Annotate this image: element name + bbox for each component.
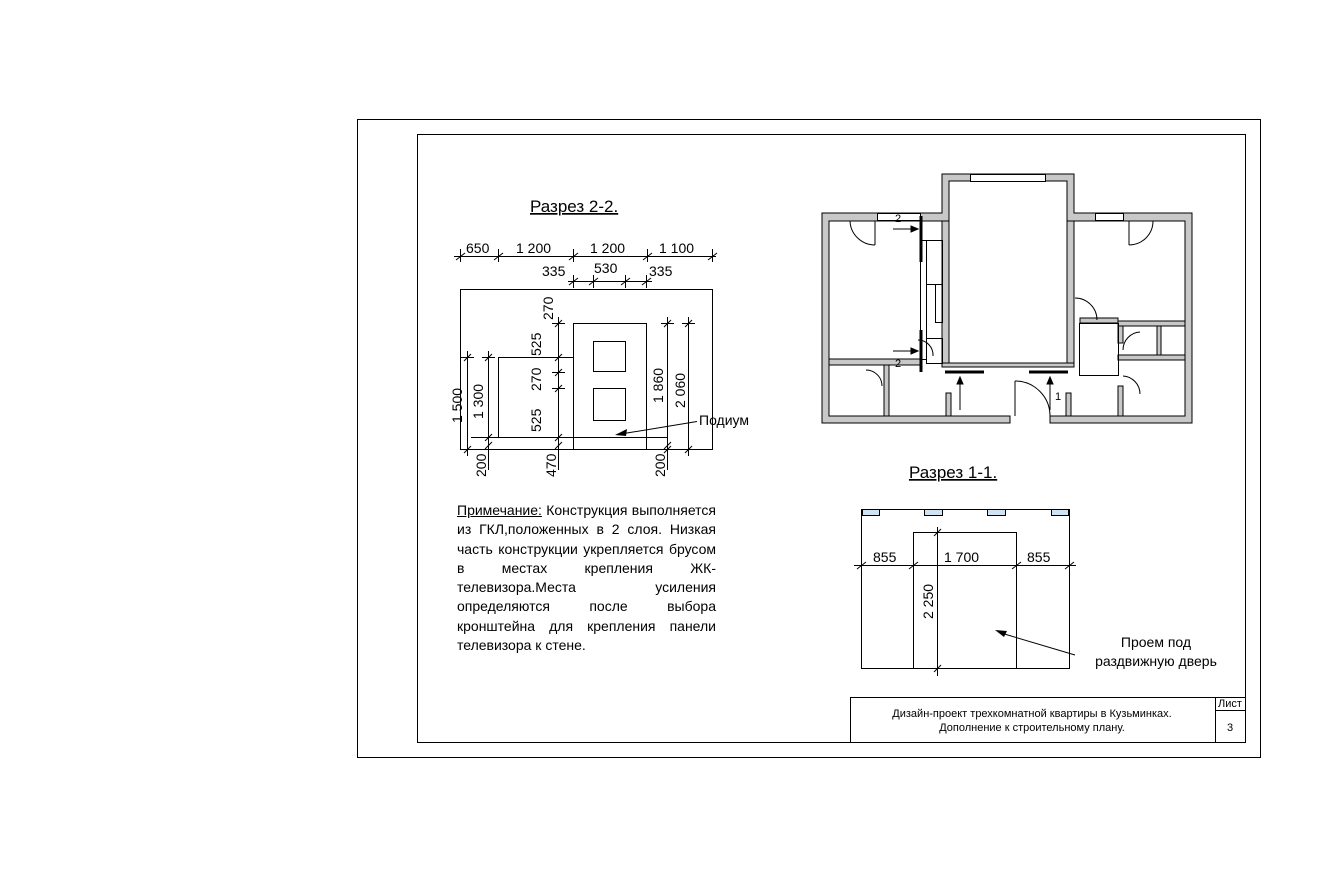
dim-650: 650 (466, 240, 490, 256)
tall-box (574, 324, 647, 450)
sheet-label: Лист (1218, 698, 1242, 710)
construction-note (457, 501, 716, 655)
section-1-1-title: Разрез 1-1. (909, 463, 998, 482)
door-label-line1: Проем под (1120, 634, 1192, 650)
plan-marker-2-top: 2 (895, 213, 902, 225)
dim-270-top: 270 (540, 296, 556, 320)
dim-200-left: 200 (473, 453, 489, 477)
door-label-line2: раздвижную дверь (1095, 653, 1217, 669)
title-line1: Дизайн-проект трехкомнатной квартиры в Кузьминках. (892, 708, 1172, 720)
sub-dimension-line (568, 275, 652, 288)
dim-1500: 1 500 (449, 387, 465, 423)
section11-outline (862, 510, 1070, 669)
floor-plan (822, 174, 1192, 423)
dim-530: 530 (594, 260, 618, 276)
plan-window-right (1096, 214, 1124, 221)
podium-leader (621, 422, 697, 435)
plan-wall-central-left (942, 221, 949, 363)
section-1-1 (854, 463, 1217, 676)
dim-1200-a: 1 200 (516, 240, 552, 256)
sheet-number: 3 (1226, 722, 1234, 734)
plan-wall-central-right (1067, 221, 1074, 363)
dim-1100: 1 100 (659, 240, 695, 256)
plan-window-top (971, 175, 1046, 182)
plan-wall-left-bottom (829, 359, 920, 365)
dim-1300: 1 300 (470, 383, 486, 419)
dim-855-left: 855 (873, 549, 897, 565)
dim-1200-b: 1 200 (590, 240, 626, 256)
plan-marker-1: 1 (1055, 391, 1062, 403)
note-label: Примечание: (457, 502, 542, 518)
niche-lower (594, 389, 626, 421)
title-block (851, 698, 1246, 743)
dim-270-mid: 270 (528, 367, 544, 391)
podium-label: Подиум (699, 412, 749, 428)
section-2-2 (449, 197, 749, 477)
bottom-dimension-ticks (485, 442, 671, 470)
section-2-2-title: Разрез 2-2. (530, 197, 619, 216)
podium-arrow (615, 429, 627, 436)
dim-200-right: 200 (652, 453, 668, 477)
section11-window-4 (1052, 510, 1069, 516)
dim-525-lower: 525 (528, 408, 544, 432)
dim-470: 470 (543, 453, 559, 477)
section11-window-3 (988, 510, 1006, 516)
dim-2250: 2 250 (920, 583, 936, 619)
niche-upper (594, 342, 626, 372)
dim-335-b: 335 (649, 263, 673, 279)
dim-335-a: 335 (542, 263, 566, 279)
dim-1700: 1 700 (944, 549, 980, 565)
door-arrow (995, 630, 1007, 637)
section11-window-2 (925, 510, 943, 516)
dim-855-right: 855 (1027, 549, 1051, 565)
plan-marker-2-bottom: 2 (895, 358, 902, 370)
dim-525-upper: 525 (528, 332, 544, 356)
door-leader (1001, 633, 1075, 655)
note-text: Конструкция выполняется из ГКЛ,положенных в 2 слоя. Низкая часть конструкции укрепляется брусом в местах крепления ЖК-телевизора.Места усиления определяются после выбора кронштейна для крепления панели телевизора к стене. (457, 502, 716, 654)
plan-outer-wall (822, 174, 1192, 423)
section11-window-1 (863, 510, 880, 516)
plan-wall-central-bottom (942, 363, 1074, 367)
dim-2060: 2 060 (672, 372, 688, 408)
title-line2: Дополнение к строительному плану. (939, 722, 1125, 734)
dim-1860: 1 860 (650, 367, 666, 403)
